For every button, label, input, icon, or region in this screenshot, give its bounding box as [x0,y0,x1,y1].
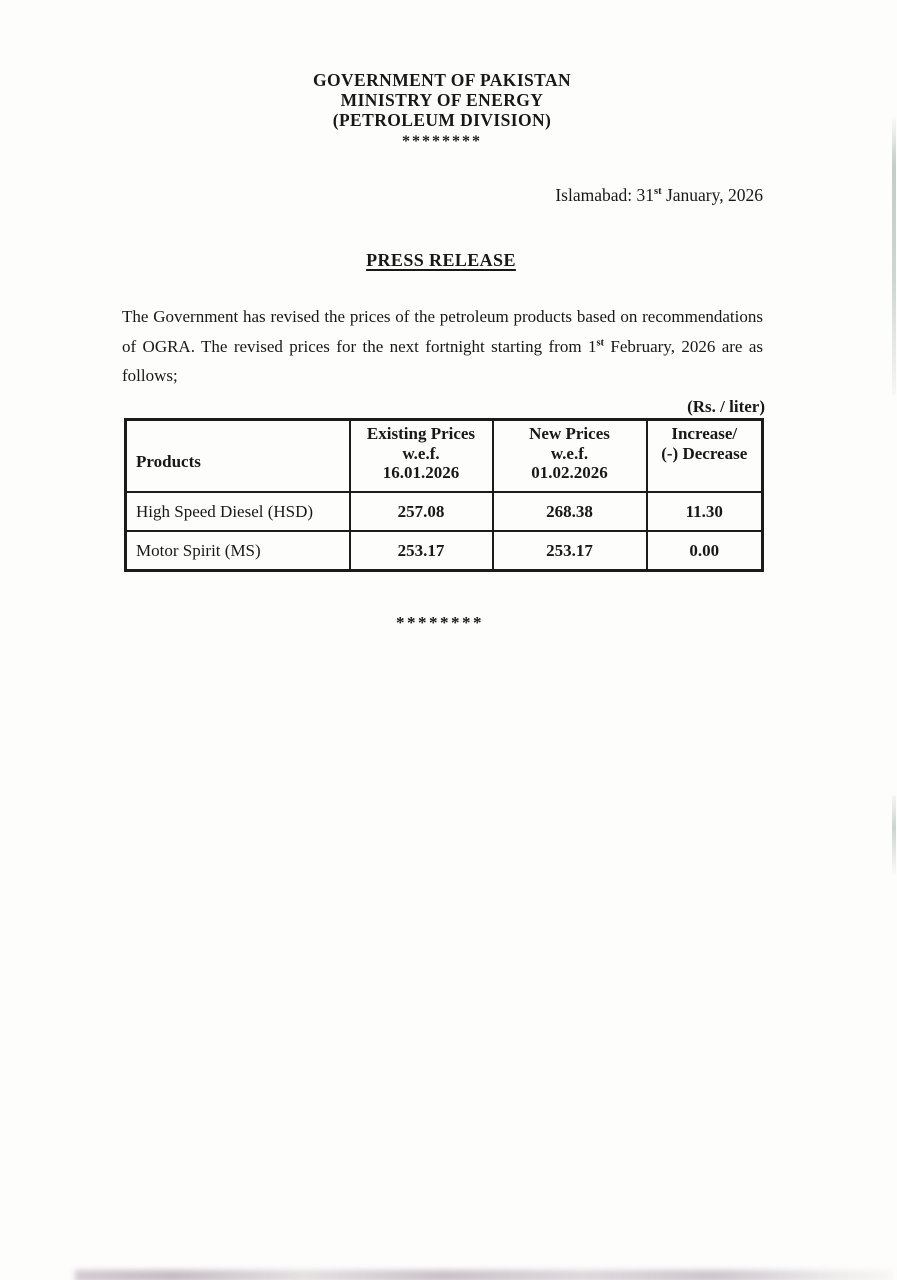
scan-artifact-bottom-smudge [75,1270,893,1280]
existing-price-value: 253.17 [350,531,493,571]
body-line-1: The Government has revised the prices of the petroleum products based on recommendations [122,307,763,326]
letterhead-line-ministry: MINISTRY OF ENERGY [340,90,544,110]
existing-prices-date: 16.01.2026 [382,463,460,482]
letterhead-stars-divider: ******** [402,133,482,150]
body-paragraph [122,302,763,391]
letterhead [313,70,571,151]
column-header-products: Products [126,420,350,493]
new-price-value: 268.38 [493,492,647,531]
press-release-title: PRESS RELEASE [366,250,516,270]
new-price-value: 253.17 [493,531,647,571]
change-label-increase: Increase/ [671,424,738,443]
dateline-suffix: January, 2026 [661,185,763,205]
letterhead-line-division: (PETROLEUM DIVISION) [332,110,552,130]
product-name: High Speed Diesel (HSD) [126,492,350,531]
existing-prices-label: Existing Prices [366,424,476,443]
table-row-hsd [126,492,763,531]
footer-stars-divider: ******** [396,613,484,632]
body-line-3: follows; [122,366,178,385]
body-line-2-part1: of OGRA. The revised prices for the next fortnight starting from 1 [122,336,597,356]
dateline-prefix: Islamabad: 31 [555,185,654,205]
letterhead-line-government: GOVERNMENT OF PAKISTAN [312,70,572,90]
body-line-2 [122,332,763,362]
header-row [126,420,763,493]
scan-artifact-right-streak [892,115,896,395]
price-table [124,418,764,572]
new-prices-wef: w.e.f. [550,443,589,463]
column-header-new-prices [493,420,647,493]
product-name: Motor Spirit (MS) [126,531,350,571]
new-prices-date: 01.02.2026 [531,463,608,482]
scan-artifact-right-streak [892,795,896,877]
table-row-ms [126,531,763,571]
change-label-decrease: (-) Decrease [661,443,748,463]
dateline-ordinal-superscript: st [653,186,662,198]
new-prices-label: New Prices [529,424,610,443]
unit-label: (Rs. / liter) [687,397,765,416]
body-line-2-part2: February, 2026 are as [604,336,763,356]
price-table-body [126,492,763,571]
body-ordinal-superscript: st [596,336,605,348]
column-header-change [647,420,763,493]
existing-price-value: 257.08 [350,492,493,531]
price-table-header [126,420,763,493]
column-header-existing-prices [350,420,493,493]
change-value: 0.00 [647,531,763,571]
existing-prices-wef: w.e.f. [402,443,440,463]
dateline [555,185,763,206]
change-value: 11.30 [647,492,763,531]
